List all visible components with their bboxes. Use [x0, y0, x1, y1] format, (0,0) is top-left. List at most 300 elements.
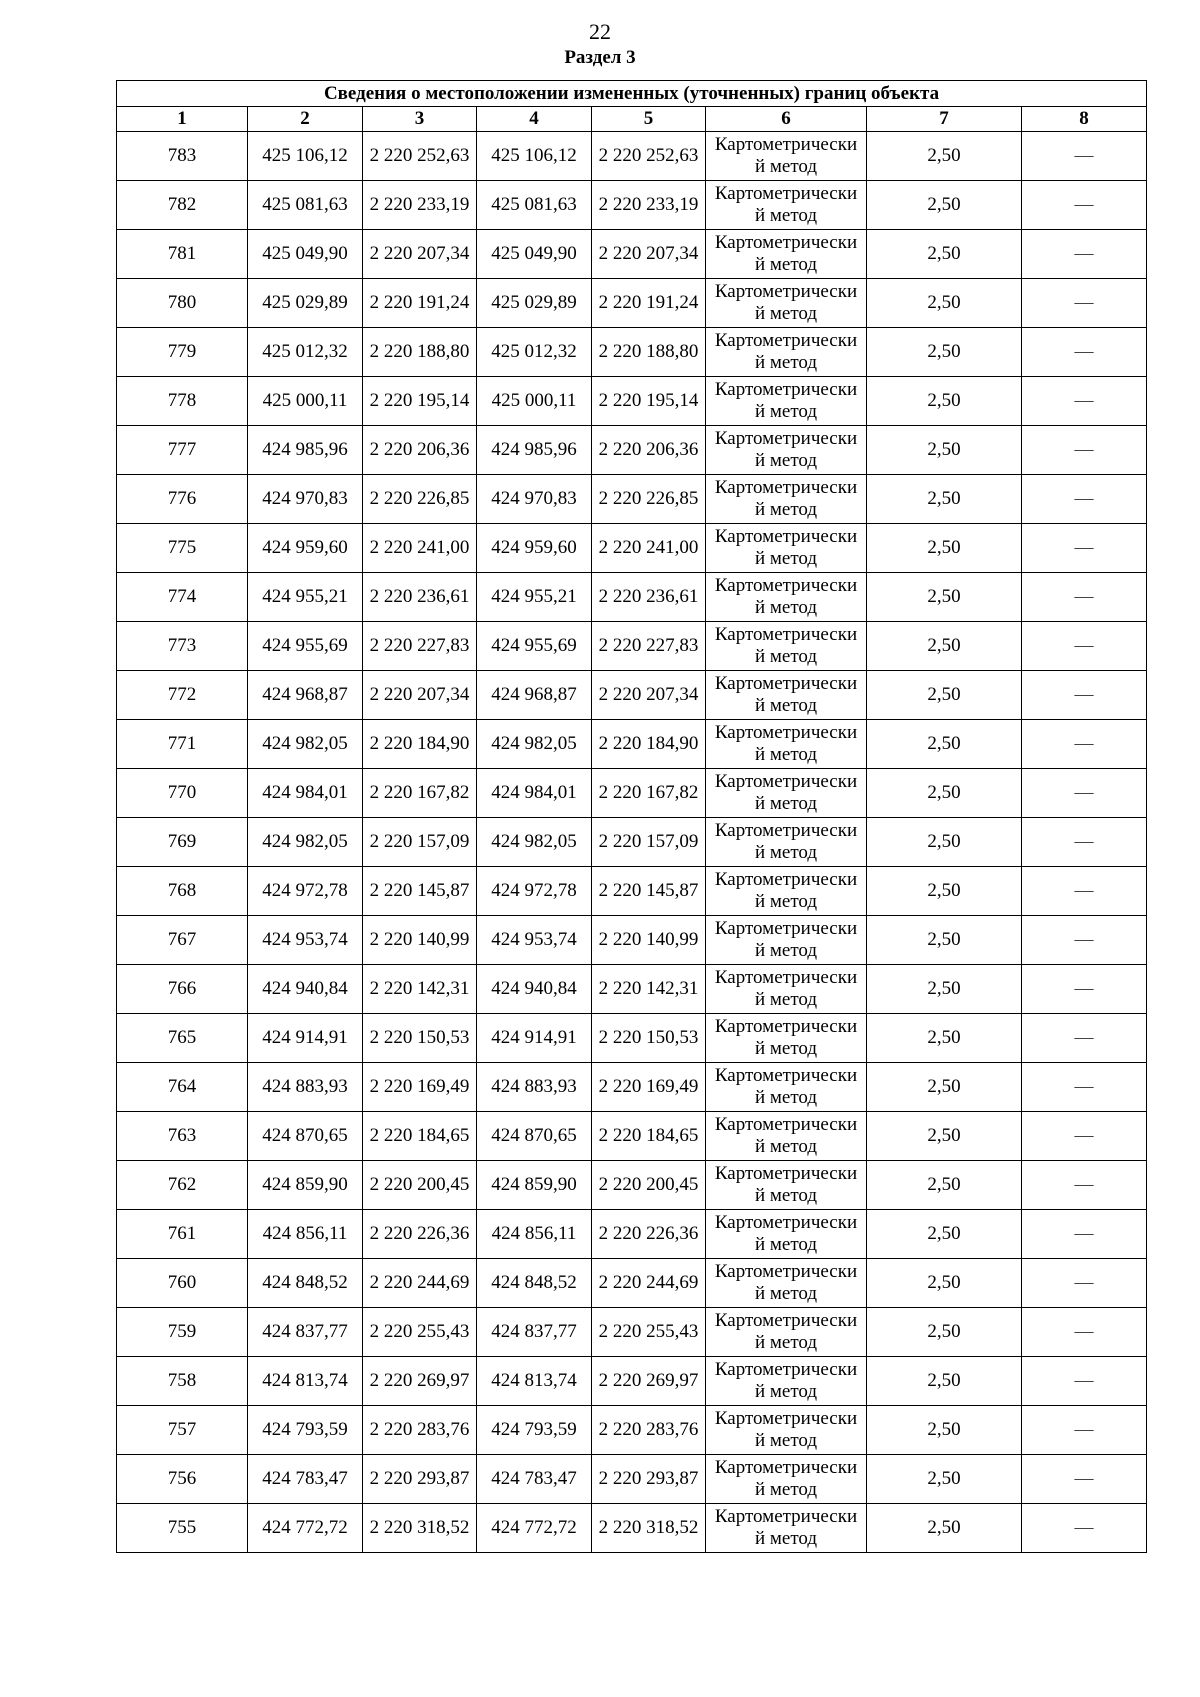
cell-note: —	[1022, 720, 1147, 769]
cell-x2: 424 985,96	[477, 426, 592, 475]
cell-point: 771	[117, 720, 248, 769]
method-line-2: й метод	[754, 1283, 818, 1304]
table-row	[117, 181, 1147, 230]
cell-y1: 2 220 241,00	[363, 524, 477, 573]
cell-x2: 424 772,72	[477, 1504, 592, 1553]
cell-point: 769	[117, 818, 248, 867]
column-number: 3	[363, 107, 477, 132]
cell-x1: 424 837,77	[248, 1308, 363, 1357]
cell-x2: 424 783,47	[477, 1455, 592, 1504]
cell-x2: 425 106,12	[477, 132, 592, 181]
table-row	[117, 524, 1147, 573]
table-row	[117, 1014, 1147, 1063]
method-line-1: Картометрически	[714, 722, 858, 743]
cell-note: —	[1022, 524, 1147, 573]
cell-x1: 424 970,83	[248, 475, 363, 524]
cell-x2: 424 982,05	[477, 720, 592, 769]
cell-y1: 2 220 206,36	[363, 426, 477, 475]
cell-note: —	[1022, 1308, 1147, 1357]
table-row	[117, 377, 1147, 426]
cell-y2: 2 220 200,45	[592, 1161, 706, 1210]
cell-y2: 2 220 188,80	[592, 328, 706, 377]
cell-x1: 425 049,90	[248, 230, 363, 279]
cell-x1: 424 959,60	[248, 524, 363, 573]
method-line-1: Картометрически	[714, 869, 858, 890]
cell-y1: 2 220 184,65	[363, 1112, 477, 1161]
cell-method	[706, 426, 867, 475]
method-line-2: й метод	[754, 1381, 818, 1402]
cell-point: 759	[117, 1308, 248, 1357]
cell-note: —	[1022, 1112, 1147, 1161]
cell-point: 774	[117, 573, 248, 622]
method-line-1: Картометрически	[714, 820, 858, 841]
cell-y2: 2 220 207,34	[592, 230, 706, 279]
cell-y2: 2 220 252,63	[592, 132, 706, 181]
cell-y1: 2 220 188,80	[363, 328, 477, 377]
method-line-2: й метод	[754, 499, 818, 520]
cell-note: —	[1022, 377, 1147, 426]
method-line-1: Картометрически	[714, 134, 858, 155]
cell-y1: 2 220 195,14	[363, 377, 477, 426]
method-line-2: й метод	[754, 1185, 818, 1206]
cell-x1: 424 914,91	[248, 1014, 363, 1063]
page-number: 22	[589, 19, 611, 44]
cell-accuracy: 2,50	[867, 1210, 1022, 1259]
cell-method	[706, 916, 867, 965]
cell-x2: 424 955,69	[477, 622, 592, 671]
cell-accuracy: 2,50	[867, 1259, 1022, 1308]
cell-accuracy: 2,50	[867, 573, 1022, 622]
cell-y1: 2 220 150,53	[363, 1014, 477, 1063]
table-body	[117, 132, 1147, 1553]
table-row	[117, 1406, 1147, 1455]
cell-point: 778	[117, 377, 248, 426]
column-number: 7	[867, 107, 1022, 132]
cell-x2: 424 982,05	[477, 818, 592, 867]
cell-x1: 424 940,84	[248, 965, 363, 1014]
method-line-1: Картометрически	[714, 1016, 858, 1037]
method-line-2: й метод	[754, 156, 818, 177]
cell-note: —	[1022, 1259, 1147, 1308]
cell-note: —	[1022, 1504, 1147, 1553]
cell-x1: 424 982,05	[248, 720, 363, 769]
cell-point: 757	[117, 1406, 248, 1455]
method-line-2: й метод	[754, 695, 818, 716]
cell-x1: 424 984,01	[248, 769, 363, 818]
cell-accuracy: 2,50	[867, 328, 1022, 377]
cell-method	[706, 1259, 867, 1308]
method-line-1: Картометрически	[714, 575, 858, 596]
cell-x2: 424 972,78	[477, 867, 592, 916]
cell-accuracy: 2,50	[867, 1504, 1022, 1553]
cell-x1: 424 883,93	[248, 1063, 363, 1112]
cell-x1: 424 856,11	[248, 1210, 363, 1259]
coordinates-table	[116, 80, 1147, 1553]
method-line-1: Картометрически	[714, 1408, 858, 1429]
cell-x2: 424 837,77	[477, 1308, 592, 1357]
cell-accuracy: 2,50	[867, 377, 1022, 426]
cell-x2: 424 955,21	[477, 573, 592, 622]
cell-y1: 2 220 318,52	[363, 1504, 477, 1553]
cell-accuracy: 2,50	[867, 1161, 1022, 1210]
cell-x2: 424 914,91	[477, 1014, 592, 1063]
cell-y2: 2 220 184,90	[592, 720, 706, 769]
method-line-1: Картометрически	[714, 1212, 858, 1233]
method-line-2: й метод	[754, 401, 818, 422]
cell-method	[706, 867, 867, 916]
cell-y2: 2 220 195,14	[592, 377, 706, 426]
method-line-1: Картометрически	[714, 1114, 858, 1135]
table-row	[117, 230, 1147, 279]
cell-y1: 2 220 207,34	[363, 230, 477, 279]
method-line-1: Картометрически	[714, 1261, 858, 1282]
cell-y1: 2 220 293,87	[363, 1455, 477, 1504]
cell-method	[706, 230, 867, 279]
cell-method	[706, 1455, 867, 1504]
cell-accuracy: 2,50	[867, 867, 1022, 916]
cell-x2: 425 012,32	[477, 328, 592, 377]
cell-y1: 2 220 140,99	[363, 916, 477, 965]
cell-point: 756	[117, 1455, 248, 1504]
cell-x2: 425 029,89	[477, 279, 592, 328]
cell-y2: 2 220 140,99	[592, 916, 706, 965]
method-line-2: й метод	[754, 1087, 818, 1108]
cell-x2: 424 959,60	[477, 524, 592, 573]
cell-x1: 424 793,59	[248, 1406, 363, 1455]
cell-x1: 424 953,74	[248, 916, 363, 965]
cell-y2: 2 220 145,87	[592, 867, 706, 916]
cell-point: 776	[117, 475, 248, 524]
cell-y2: 2 220 142,31	[592, 965, 706, 1014]
column-number: 6	[706, 107, 867, 132]
method-line-2: й метод	[754, 646, 818, 667]
cell-accuracy: 2,50	[867, 475, 1022, 524]
cell-point: 770	[117, 769, 248, 818]
method-line-1: Картометрически	[714, 918, 858, 939]
cell-method	[706, 1504, 867, 1553]
cell-note: —	[1022, 1063, 1147, 1112]
column-number: 1	[117, 107, 248, 132]
cell-x1: 424 982,05	[248, 818, 363, 867]
cell-y1: 2 220 184,90	[363, 720, 477, 769]
cell-point: 762	[117, 1161, 248, 1210]
cell-accuracy: 2,50	[867, 769, 1022, 818]
cell-x1: 424 955,69	[248, 622, 363, 671]
cell-y2: 2 220 169,49	[592, 1063, 706, 1112]
method-line-2: й метод	[754, 254, 818, 275]
cell-method	[706, 818, 867, 867]
column-number-row	[117, 107, 1147, 132]
cell-x2: 424 984,01	[477, 769, 592, 818]
cell-note: —	[1022, 279, 1147, 328]
cell-method	[706, 1161, 867, 1210]
cell-y1: 2 220 191,24	[363, 279, 477, 328]
table-row	[117, 1063, 1147, 1112]
method-line-2: й метод	[754, 303, 818, 324]
cell-x2: 424 940,84	[477, 965, 592, 1014]
cell-y2: 2 220 233,19	[592, 181, 706, 230]
method-line-2: й метод	[754, 1038, 818, 1059]
cell-accuracy: 2,50	[867, 671, 1022, 720]
cell-method	[706, 1210, 867, 1259]
cell-y1: 2 220 145,87	[363, 867, 477, 916]
cell-note: —	[1022, 1210, 1147, 1259]
cell-method	[706, 1014, 867, 1063]
cell-y1: 2 220 269,97	[363, 1357, 477, 1406]
method-line-2: й метод	[754, 1528, 818, 1549]
method-line-1: Картометрически	[714, 1163, 858, 1184]
cell-note: —	[1022, 475, 1147, 524]
cell-note: —	[1022, 181, 1147, 230]
cell-y1: 2 220 157,09	[363, 818, 477, 867]
cell-y2: 2 220 241,00	[592, 524, 706, 573]
cell-x1: 424 870,65	[248, 1112, 363, 1161]
cell-note: —	[1022, 1455, 1147, 1504]
cell-y2: 2 220 191,24	[592, 279, 706, 328]
cell-y2: 2 220 167,82	[592, 769, 706, 818]
column-number: 8	[1022, 107, 1147, 132]
method-line-1: Картометрически	[714, 771, 858, 792]
method-line-2: й метод	[754, 842, 818, 863]
cell-x2: 424 848,52	[477, 1259, 592, 1308]
cell-note: —	[1022, 132, 1147, 181]
cell-x1: 424 985,96	[248, 426, 363, 475]
method-line-1: Картометрически	[714, 379, 858, 400]
cell-method	[706, 181, 867, 230]
cell-point: 772	[117, 671, 248, 720]
cell-y1: 2 220 233,19	[363, 181, 477, 230]
cell-x1: 425 081,63	[248, 181, 363, 230]
cell-accuracy: 2,50	[867, 524, 1022, 573]
method-line-2: й метод	[754, 1479, 818, 1500]
method-line-1: Картометрически	[714, 330, 858, 351]
cell-x1: 425 000,11	[248, 377, 363, 426]
method-line-2: й метод	[754, 1332, 818, 1353]
cell-method	[706, 1308, 867, 1357]
cell-accuracy: 2,50	[867, 132, 1022, 181]
cell-method	[706, 1112, 867, 1161]
table-row	[117, 1308, 1147, 1357]
table-row	[117, 1210, 1147, 1259]
cell-method	[706, 377, 867, 426]
cell-point: 780	[117, 279, 248, 328]
method-line-1: Картометрически	[714, 281, 858, 302]
cell-point: 764	[117, 1063, 248, 1112]
cell-x2: 424 883,93	[477, 1063, 592, 1112]
cell-y2: 2 220 318,52	[592, 1504, 706, 1553]
cell-note: —	[1022, 1357, 1147, 1406]
cell-accuracy: 2,50	[867, 279, 1022, 328]
table-row	[117, 475, 1147, 524]
cell-x1: 424 955,21	[248, 573, 363, 622]
cell-point: 777	[117, 426, 248, 475]
method-line-2: й метод	[754, 597, 818, 618]
method-line-1: Картометрически	[714, 624, 858, 645]
cell-y2: 2 220 226,36	[592, 1210, 706, 1259]
cell-accuracy: 2,50	[867, 1063, 1022, 1112]
cell-method	[706, 965, 867, 1014]
cell-y2: 2 220 184,65	[592, 1112, 706, 1161]
cell-y2: 2 220 236,61	[592, 573, 706, 622]
table-row	[117, 132, 1147, 181]
table-row	[117, 867, 1147, 916]
method-line-1: Картометрически	[714, 1310, 858, 1331]
cell-x1: 424 783,47	[248, 1455, 363, 1504]
cell-accuracy: 2,50	[867, 230, 1022, 279]
cell-note: —	[1022, 916, 1147, 965]
method-line-2: й метод	[754, 205, 818, 226]
cell-y1: 2 220 226,36	[363, 1210, 477, 1259]
cell-x1: 424 968,87	[248, 671, 363, 720]
method-line-2: й метод	[754, 940, 818, 961]
cell-accuracy: 2,50	[867, 916, 1022, 965]
cell-accuracy: 2,50	[867, 720, 1022, 769]
cell-method	[706, 573, 867, 622]
method-line-2: й метод	[754, 989, 818, 1010]
column-number: 4	[477, 107, 592, 132]
table-row	[117, 279, 1147, 328]
cell-method	[706, 1357, 867, 1406]
cell-method	[706, 671, 867, 720]
cell-note: —	[1022, 1161, 1147, 1210]
cell-y1: 2 220 207,34	[363, 671, 477, 720]
method-line-2: й метод	[754, 744, 818, 765]
cell-y1: 2 220 255,43	[363, 1308, 477, 1357]
cell-y2: 2 220 227,83	[592, 622, 706, 671]
method-line-2: й метод	[754, 1234, 818, 1255]
cell-y1: 2 220 227,83	[363, 622, 477, 671]
cell-point: 763	[117, 1112, 248, 1161]
method-line-1: Картометрически	[714, 673, 858, 694]
method-line-1: Картометрически	[714, 1359, 858, 1380]
cell-y1: 2 220 236,61	[363, 573, 477, 622]
cell-x1: 424 813,74	[248, 1357, 363, 1406]
cell-x2: 424 793,59	[477, 1406, 592, 1455]
cell-point: 755	[117, 1504, 248, 1553]
method-line-2: й метод	[754, 1430, 818, 1451]
cell-x2: 425 049,90	[477, 230, 592, 279]
cell-y2: 2 220 150,53	[592, 1014, 706, 1063]
cell-method	[706, 769, 867, 818]
cell-point: 781	[117, 230, 248, 279]
cell-y1: 2 220 169,49	[363, 1063, 477, 1112]
cell-accuracy: 2,50	[867, 1112, 1022, 1161]
cell-x1: 425 012,32	[248, 328, 363, 377]
cell-x2: 424 970,83	[477, 475, 592, 524]
table-caption: Сведения о местоположении измененных (уточненных) границ объекта	[117, 81, 1147, 107]
cell-method	[706, 622, 867, 671]
cell-y1: 2 220 244,69	[363, 1259, 477, 1308]
method-line-1: Картометрически	[714, 967, 858, 988]
cell-y1: 2 220 142,31	[363, 965, 477, 1014]
method-line-2: й метод	[754, 1136, 818, 1157]
method-line-1: Картометрически	[714, 1457, 858, 1478]
cell-note: —	[1022, 671, 1147, 720]
table-row	[117, 328, 1147, 377]
cell-note: —	[1022, 328, 1147, 377]
cell-x2: 424 856,11	[477, 1210, 592, 1259]
method-line-2: й метод	[754, 793, 818, 814]
cell-x1: 424 848,52	[248, 1259, 363, 1308]
cell-note: —	[1022, 622, 1147, 671]
cell-x2: 424 968,87	[477, 671, 592, 720]
cell-x1: 425 029,89	[248, 279, 363, 328]
cell-x1: 425 106,12	[248, 132, 363, 181]
cell-x2: 425 000,11	[477, 377, 592, 426]
table-row	[117, 1259, 1147, 1308]
table-row	[117, 622, 1147, 671]
method-line-1: Картометрически	[714, 1506, 858, 1527]
method-line-2: й метод	[754, 450, 818, 471]
table-row	[117, 1112, 1147, 1161]
cell-y2: 2 220 293,87	[592, 1455, 706, 1504]
cell-point: 758	[117, 1357, 248, 1406]
cell-x2: 424 813,74	[477, 1357, 592, 1406]
method-line-1: Картометрически	[714, 526, 858, 547]
cell-y1: 2 220 226,85	[363, 475, 477, 524]
cell-note: —	[1022, 965, 1147, 1014]
cell-point: 766	[117, 965, 248, 1014]
cell-method	[706, 132, 867, 181]
cell-x2: 424 870,65	[477, 1112, 592, 1161]
method-line-1: Картометрически	[714, 1065, 858, 1086]
table-row	[117, 1357, 1147, 1406]
cell-y2: 2 220 206,36	[592, 426, 706, 475]
cell-point: 775	[117, 524, 248, 573]
table-row	[117, 965, 1147, 1014]
method-line-1: Картометрически	[714, 428, 858, 449]
cell-y2: 2 220 269,97	[592, 1357, 706, 1406]
method-line-2: й метод	[754, 891, 818, 912]
table-row	[117, 573, 1147, 622]
cell-x2: 424 953,74	[477, 916, 592, 965]
cell-point: 765	[117, 1014, 248, 1063]
cell-x2: 424 859,90	[477, 1161, 592, 1210]
cell-point: 768	[117, 867, 248, 916]
cell-note: —	[1022, 230, 1147, 279]
cell-accuracy: 2,50	[867, 818, 1022, 867]
table-row	[117, 818, 1147, 867]
cell-y2: 2 220 226,85	[592, 475, 706, 524]
method-line-2: й метод	[754, 352, 818, 373]
method-line-1: Картометрически	[714, 183, 858, 204]
cell-y2: 2 220 255,43	[592, 1308, 706, 1357]
table-row	[117, 1455, 1147, 1504]
cell-y1: 2 220 167,82	[363, 769, 477, 818]
cell-accuracy: 2,50	[867, 181, 1022, 230]
cell-accuracy: 2,50	[867, 1406, 1022, 1455]
cell-method	[706, 328, 867, 377]
table-row	[117, 426, 1147, 475]
cell-point: 761	[117, 1210, 248, 1259]
cell-y2: 2 220 207,34	[592, 671, 706, 720]
cell-accuracy: 2,50	[867, 1014, 1022, 1063]
cell-note: —	[1022, 769, 1147, 818]
cell-y2: 2 220 157,09	[592, 818, 706, 867]
cell-note: —	[1022, 1014, 1147, 1063]
table-row	[117, 1161, 1147, 1210]
cell-note: —	[1022, 573, 1147, 622]
cell-note: —	[1022, 426, 1147, 475]
method-line-1: Картометрически	[714, 232, 858, 253]
cell-note: —	[1022, 818, 1147, 867]
cell-method	[706, 1063, 867, 1112]
cell-method	[706, 475, 867, 524]
cell-point: 767	[117, 916, 248, 965]
cell-method	[706, 279, 867, 328]
cell-accuracy: 2,50	[867, 965, 1022, 1014]
cell-x2: 425 081,63	[477, 181, 592, 230]
